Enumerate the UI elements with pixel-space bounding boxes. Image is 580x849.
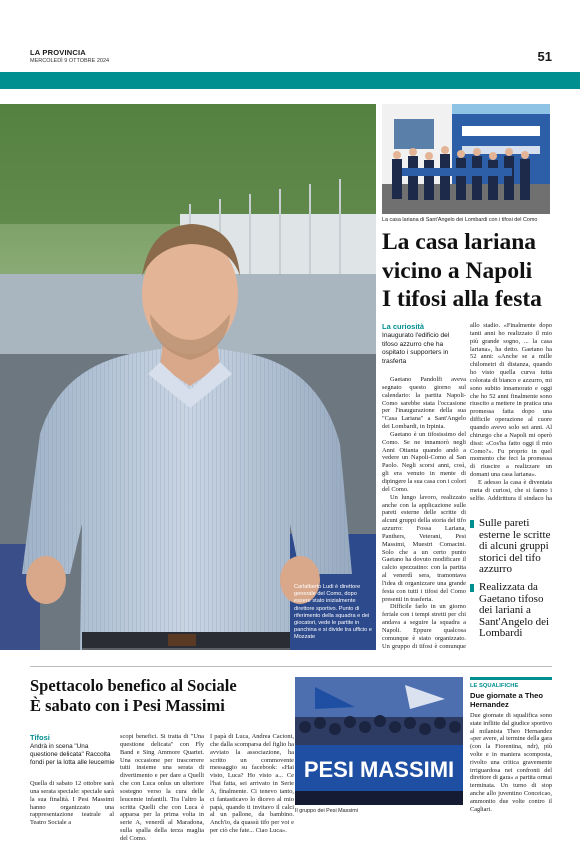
paper-name: LA PROVINCIA xyxy=(30,48,86,57)
pull-quote-text: Sulle pareti esterne le scritte di alcuni gruppi storici del tifo azzurro xyxy=(479,517,551,576)
fans-house-photo xyxy=(382,104,550,214)
body-paragraph: Difficile farlo in un giorno feriale con i tempi stretti per chi andava a seguire la squadra a Napoli. Eppure qualcosa comunque è stato organizzato. Un gruppo di tifosi è comunque xyxy=(382,603,466,650)
sidebar-text: Due giornate di squalifica sono state inflitte dal giudice sportivo al milanista Theo Hernandez «per avere, al termine della gara (con la Fiorentina, ndr), più volte e in maniera scomposta, rivolto una critica gravemente irriguardosa nei confronti del direttore di gara» a partita ormai terminata. Un turno di stop anche allo juventino Conceicao, ammonito due volte contro il Cagliari. xyxy=(470,712,552,813)
pull-quote xyxy=(470,582,556,640)
headline-line: È sabato con i Pesi Massimi xyxy=(30,695,225,715)
house-with-fans-illustration xyxy=(382,104,550,214)
pull-quote-marker xyxy=(470,520,474,528)
body-paragraph: Quella di sabato 12 ottobre sarà una serata speciale: speciale sarà la sua finalità. I Pesi Massimi hanno organizzato una rappresentazione teatrale al Teatro Sociale a xyxy=(30,780,114,827)
body-paragraph: allo stadio. «Finalmente dopo tanti anni ho realizzato il mio più grande sogno, ... la casa lariana», ha detto. Gaetano ha 52 anni: «Anche se a mille chilometri di distanza, quando ho visto quella curva tutta colorata di bianco e azzurro, mi sono subito innamorato e oggi che ho 52 anni finalmente sono riuscito a mettere in pratica una promessa fatta dopo una difficile operazione al cuore quando avevo solo sei anni. Al chirurgo che a Napoli mi operò dissi: «Cos'ha fatto oggi il mio Como?». Fu proprio in quel momento che feci la promessa di riuscire a realizzare un domani una casa lariana». xyxy=(470,322,552,479)
headline-line: vicino a Napoli xyxy=(382,257,533,284)
sidebar-title: Due giornate a Theo Hernandez xyxy=(470,691,543,709)
sanctions-sidebar xyxy=(470,677,552,847)
main-headline xyxy=(382,228,558,314)
body-paragraph: I papà di Luca, Andrea Cacioni, che dalla scomparsa del figlio ha avviato la associazione, ha scritto un commovente messaggio su facebook: «Hai visto, Luca? Ho visto a... Ce l'hai fatta, sei arrivato in Serie A, finalmente. Ci tenevo tanto, ci fantasticavo lo dicevo al mio papà, quando ti invitavo il calci al un pallone, da bambino. Anch'io, da quassù tifo per voi e per ciò che fate... Ciao Luca». xyxy=(210,733,294,835)
sidebar-kicker: LE SQUALIFICHE xyxy=(470,683,519,689)
bottom-body-column-1 xyxy=(30,780,114,844)
main-photo-caption: Carlalberto Ludi è direttore generale del Como, dopo essere stato inizialmente direttore sportivo. Punto di riferimento della squadra e dei giocatori, vede le partite in panchina e si divide tra ufficio e Mozzate xyxy=(294,584,372,641)
pesi-massimi-photo xyxy=(295,677,463,805)
main-body-column-1 xyxy=(382,376,466,650)
banner-text: PESI MASSIMI xyxy=(303,757,455,782)
masthead xyxy=(30,48,552,70)
fans-banner-illustration xyxy=(295,677,463,805)
main-summary: Inaugurato l'edificio del tifoso azzurro che ha ospitato i supporters in trasferta xyxy=(382,332,450,365)
headline-line: La casa lariana xyxy=(382,229,537,255)
main-body-column-2 xyxy=(470,322,552,502)
pull-quote-text: Realizzata da Gaetano tifoso dei lariani a Sant'Angelo dei Lombardi xyxy=(479,581,550,640)
page-number: 51 xyxy=(537,49,552,64)
headline-line: I tifosi alla festa xyxy=(382,286,542,312)
main-photo xyxy=(0,104,376,650)
main-kicker: La curiosità xyxy=(382,322,425,331)
pull-quote xyxy=(470,518,556,576)
headline-line: Spettacolo benefico al Sociale xyxy=(30,676,237,695)
man-portrait-illustration xyxy=(0,104,376,650)
body-paragraph: Gaetano è un tifosissimo del Como. Se ne innamorò negli Anni Ottanta quando andò a vedere un Napoli-Como al San Paolo. Negli scorsi anni, così, gli era venuto in mente di dipingere la sua casa con i colori del Como. xyxy=(382,430,466,493)
body-paragraph: E adesso la casa è diventata meta di curiosi, che si fanno i selfie. Addirittura il sindaco ha xyxy=(470,478,552,502)
small-photo-caption: La casa lariana di Sant'Angelo dei Lombardi con i tifosi del Como xyxy=(382,217,538,223)
bottom-body-column-3 xyxy=(210,733,294,845)
body-paragraph: scopi benefici. Si tratta di "Una questione delicata" con Fly Band e Sing Ammore Quartet. Una occasione per trascorrere tutti insieme una serata di divertimento e per dare a Quelli che con Luca onlus un ulteriore sostegno verso la cura delle leucemie infantili. Tra l'altro la scritta Quelli che con Luca è apparsa per la prima volta in serie A, venerdì al Maradona, sulla spalla della terza maglia del Como. xyxy=(120,733,204,842)
bottom-body-column-2 xyxy=(120,733,204,845)
section-divider xyxy=(30,666,552,667)
pull-quote-marker xyxy=(470,584,474,592)
bottom-summary: Andrà in scena "Una questione delicata" Raccolta fondi per la lotta alle leucemie xyxy=(30,743,115,767)
teal-header-bar xyxy=(0,72,580,89)
body-paragraph: Gaetano Pandolfi aveva segnato questo giorno sul calendario: la partita Napoli-Como sarebbe stata l'occasione per l'inaugurazione della sua "Casa Lariana" a Sant'Angelo dei Lombardi, in Irpinia. xyxy=(382,376,466,431)
paper-date: MERCOLEDÌ 9 OTTOBRE 2024 xyxy=(30,58,110,64)
bottom-photo-caption: Il gruppo dei Pesi Massimi xyxy=(295,808,358,814)
body-paragraph: Un lungo lavoro, realizzato anche con la applicazione sulle pareti esterne delle scritte di alcuni gruppi della storia del tifo azzurro: Fossa Lariana, Panthers, Veterani, Pesi Massimi, Muestri Comacini. Solo che a un certo punto Gaetano ha dovuto modificare il calcio spezzatino: con la partita al venerdì sera, tramontava l'idea di organizzare una grande festa con tutti i tifosi del Como presenti in trasferta. xyxy=(382,493,466,603)
bottom-kicker: Tifosi xyxy=(30,733,50,742)
